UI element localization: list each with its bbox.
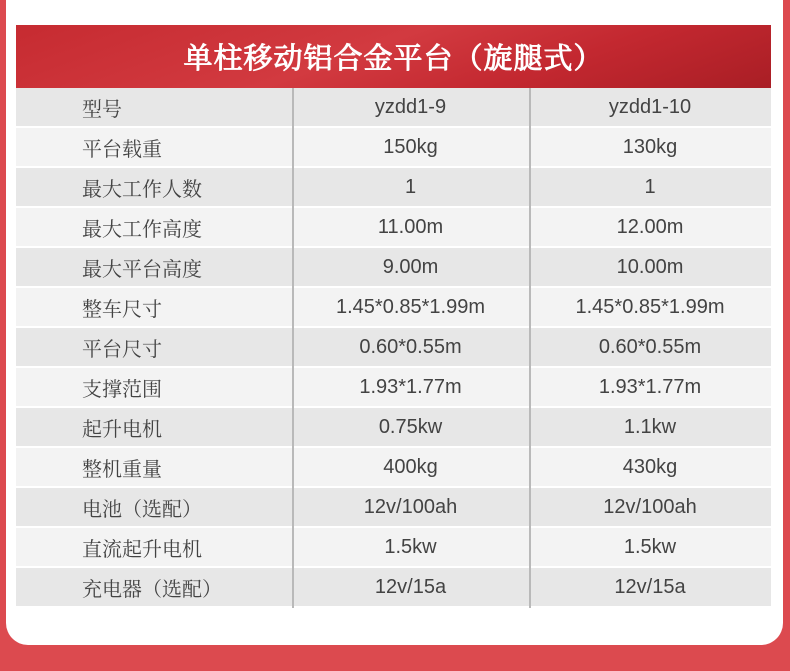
row-value-1: 1 [404,175,417,198]
row-value-2: 12.00m [616,215,684,238]
table-row [16,88,771,128]
row-value-1: 0.60*0.55m [359,335,462,358]
row-label: 整车尺寸 [82,298,162,321]
column-divider-2 [529,88,531,608]
row-label: 最大工作高度 [82,218,202,241]
column-divider-1 [292,88,294,608]
row-value-2: yzdd1-10 [608,95,692,118]
table-row [16,528,771,568]
table-row [16,368,771,408]
row-value-1: 9.00m [382,255,439,278]
row-value-2: 1 [644,175,656,198]
row-value-2: 0.60*0.55m [598,335,702,358]
row-value-2: 1.1kw [623,415,677,438]
row-label: 电池（选配） [82,498,202,521]
row-value-1: 1.45*0.85*1.99m [335,295,485,318]
page-title: 单柱移动铝合金平台（旋腿式） [183,43,604,75]
row-value-2: 130kg [622,135,678,158]
row-value-1: 1.5kw [384,535,437,558]
table-row [16,408,771,448]
title-banner [16,25,771,88]
content-card [6,0,783,645]
row-value-2: 12v/100ah [603,495,697,518]
row-label: 充电器（选配） [82,578,222,601]
table-row [16,568,771,608]
table-row [16,208,771,248]
row-value-1: 400kg [383,455,438,478]
row-label: 最大工作人数 [82,178,202,201]
row-label: 型号 [82,98,122,121]
row-value-2: 12v/15a [614,575,686,598]
row-label: 平台尺寸 [82,338,162,361]
row-value-2: 1.93*1.77m [598,375,702,398]
row-value-1: 12v/100ah [363,495,458,518]
row-label: 最大平台高度 [82,258,202,281]
row-value-2: 1.5kw [623,535,677,558]
table-row [16,448,771,488]
table-row [16,328,771,368]
row-label: 支撑范围 [82,378,162,401]
table-row [16,288,771,328]
spec-table [16,88,771,608]
row-value-1: 150kg [383,135,438,158]
row-label: 起升电机 [82,418,162,441]
row-label: 整机重量 [82,458,162,481]
row-value-1: 11.00m [377,215,444,238]
table-row [16,128,771,168]
row-value-2: 1.45*0.85*1.99m [575,295,725,318]
table-row [16,168,771,208]
row-label: 平台载重 [82,138,162,161]
row-value-2: 430kg [622,455,678,478]
table-row [16,488,771,528]
row-value-1: 12v/15a [374,575,447,598]
row-value-2: 10.00m [616,255,684,278]
row-label: 直流起升电机 [82,538,202,561]
table-row [16,248,771,288]
row-value-1: 0.75kw [378,415,443,438]
row-value-1: 1.93*1.77m [359,375,462,398]
row-value-1: yzdd1-9 [374,95,447,118]
